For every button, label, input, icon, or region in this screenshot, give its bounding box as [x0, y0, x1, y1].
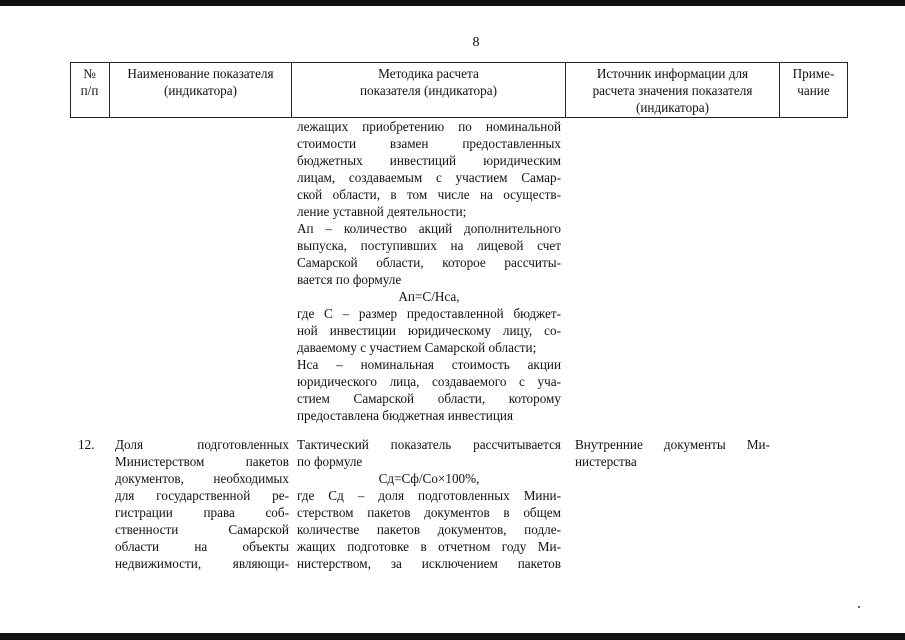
header-col-source [566, 65, 779, 116]
header-line: № [83, 66, 96, 81]
method-line: стием Самарской области, которому [297, 391, 561, 406]
method-line: Самарской области, которое рассчиты- [297, 255, 561, 270]
table-header-top-border [70, 62, 848, 63]
formula: Сд=Сф/Со×100%, [378, 471, 480, 486]
method-line: где Сд – доля подготовленных Мини- [297, 488, 561, 503]
header-col-name [110, 65, 291, 99]
method-line: ской области, в том числе на осуществ- [297, 187, 561, 202]
method-line: ной инвестиции юридическому лицу, со- [297, 323, 561, 338]
method-line: стерством пакетов документов в общем [297, 505, 561, 520]
method-line: ление уставной деятельности; [297, 204, 467, 219]
header-line: (индикатора) [163, 83, 237, 98]
scan-edge-bottom [0, 633, 905, 640]
method-line: Тактический показатель рассчитывается [297, 437, 561, 452]
formula: Ап=С/Нса, [398, 289, 460, 304]
method-line: жащих подготовке в отчетном году Ми- [297, 539, 561, 554]
method-line: нистерством, за исключением пакетов [297, 556, 561, 571]
header-col-method [292, 65, 565, 99]
method-line: стоимости взамен предоставленных [297, 136, 561, 151]
method-line: предоставлена бюджетная инвестиция [297, 408, 514, 423]
header-line: чание [797, 83, 830, 98]
name-line: гистрации права соб- [115, 505, 289, 520]
header-line: расчета значения показателя [592, 83, 753, 98]
scan-speck [858, 606, 860, 608]
source-line: Внутренние документы Ми- [575, 437, 770, 452]
method-line: количестве пакетов документов, подле- [297, 522, 561, 537]
header-line: п/п [80, 83, 99, 98]
name-line: Доля подготовленных [115, 437, 289, 452]
row-12-method-cell [297, 436, 561, 572]
name-line: ственности Самарской [115, 522, 289, 537]
header-line: Приме- [792, 66, 835, 81]
source-line: нистерства [575, 454, 637, 469]
header-col-number [70, 65, 109, 99]
page-number: 8 [472, 35, 480, 50]
header-line: (индикатора) [635, 100, 709, 115]
row-12-source-cell [575, 436, 770, 470]
name-line: недвижимости, являющи- [115, 556, 289, 571]
scan-edge-top [0, 0, 905, 6]
table-border-right [847, 62, 848, 118]
method-line: бюджетных инвестиций юридическим [297, 153, 561, 168]
header-col-note [780, 65, 847, 99]
method-line: Ап – количество акций дополнительного [297, 221, 561, 236]
method-line: Нса – номинальная стоимость акции [297, 357, 561, 372]
method-line: даваемому с участием Самарской области; [297, 340, 537, 355]
header-line: Наименование показателя [127, 66, 274, 81]
row-12-number: 12. [78, 437, 95, 452]
continuation-method-cell [297, 118, 561, 424]
method-line: вается по формуле [297, 272, 402, 287]
method-line: по формуле [297, 454, 363, 469]
method-line: лицам, создаваемым с участием Самар- [297, 170, 561, 185]
method-line: юридического лица, создаваемого с уча- [297, 374, 561, 389]
name-line: Министерством пакетов [115, 454, 289, 469]
method-line: где С – размер предоставленной бюджет- [297, 306, 561, 321]
name-line: документов, необходимых [115, 471, 289, 486]
header-line: показателя (индикатора) [359, 83, 497, 98]
name-line: для государственной ре- [115, 488, 289, 503]
header-line: Источник информации для [596, 66, 749, 81]
method-line: лежащих приобретению по номинальной [297, 119, 561, 134]
method-line: выпуска, поступивших на лицевой счет [297, 238, 561, 253]
name-line: области на объекты [115, 539, 289, 554]
row-12-name-cell [115, 436, 289, 572]
header-line: Методика расчета [378, 66, 479, 81]
